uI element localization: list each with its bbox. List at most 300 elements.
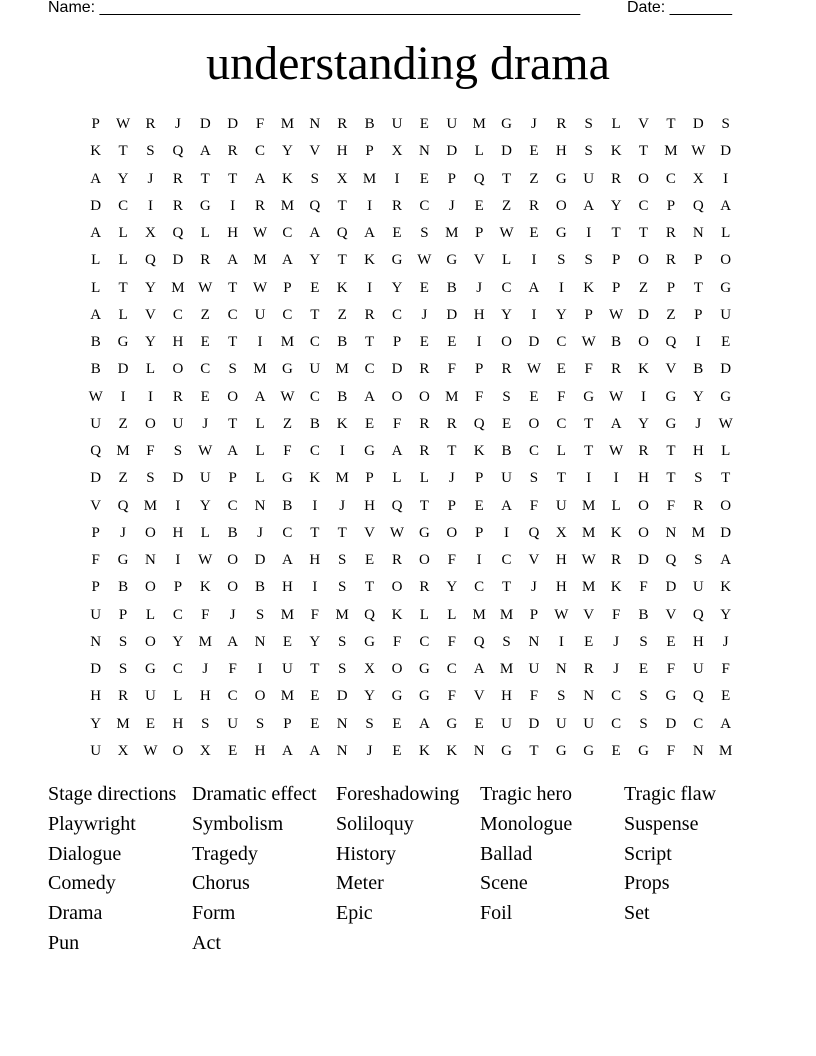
grid-letter: Y <box>309 252 321 269</box>
word-list-item: Pun <box>48 931 80 954</box>
grid-letter: K <box>720 579 732 596</box>
grid-letter: I <box>641 388 646 405</box>
grid-letter: J <box>448 470 455 487</box>
grid-letter: L <box>611 497 621 514</box>
grid-letter: I <box>723 170 729 187</box>
grid-letter: Q <box>309 197 321 214</box>
grid-letter: G <box>282 470 293 487</box>
grid-letter: E <box>282 633 293 650</box>
grid-letter: L <box>118 306 128 323</box>
grid-letter: E <box>721 688 731 705</box>
grid-letter: S <box>557 688 566 705</box>
grid-letter: P <box>228 470 237 487</box>
grid-letter: X <box>391 143 403 160</box>
grid-letter: B <box>501 443 512 460</box>
grid-letter: G <box>555 170 567 187</box>
grid-letter: J <box>613 633 620 650</box>
word-list-item: Stage directions <box>48 783 177 805</box>
grid-letter: S <box>173 443 183 460</box>
grid-letter: Q <box>172 225 184 242</box>
grid-letter: J <box>174 116 181 133</box>
grid-letter: A <box>199 143 211 160</box>
grid-letter: E <box>529 388 539 405</box>
grid-letter: U <box>583 715 595 732</box>
grid-letter: O <box>446 524 458 541</box>
grid-letter: H <box>309 552 321 569</box>
grid-letter: E <box>419 116 429 133</box>
grid-letter: C <box>118 197 129 214</box>
grid-letter: A <box>227 252 239 269</box>
grid-letter: R <box>611 170 622 187</box>
grid-letter: A <box>282 252 293 269</box>
grid-letter: S <box>338 633 347 650</box>
grid-letter: C <box>227 497 238 514</box>
grid-letter: Q <box>364 606 376 623</box>
grid-letter: C <box>501 552 512 569</box>
grid-letter: I <box>147 197 153 214</box>
grid-letter: U <box>172 415 184 432</box>
grid-letter: D <box>446 143 458 160</box>
grid-letter: T <box>310 306 320 323</box>
grid-row <box>82 275 740 302</box>
grid-letter: E <box>721 334 731 351</box>
grid-letter: Y <box>145 334 156 351</box>
grid-letter: O <box>720 497 732 514</box>
grid-letter: U <box>391 116 403 133</box>
grid-letter: W <box>252 225 268 242</box>
grid-letter: K <box>418 742 430 759</box>
grid-letter: T <box>228 415 238 432</box>
word-list-item: Act <box>192 931 221 954</box>
grid-letter: S <box>557 252 566 269</box>
grid-letter: T <box>419 497 429 514</box>
grid-letter: O <box>638 170 649 187</box>
grid-letter: W <box>609 306 624 323</box>
grid-letter: Q <box>692 688 704 705</box>
grid-letter: M <box>499 606 514 623</box>
grid-row <box>82 220 740 247</box>
grid-letter: D <box>501 143 512 160</box>
grid-letter: D <box>638 306 649 323</box>
grid-letter: S <box>502 388 511 405</box>
grid-letter: U <box>227 715 239 732</box>
grid-letter: C <box>172 606 183 623</box>
grid-letter: O <box>555 197 567 214</box>
grid-letter: A <box>90 306 102 323</box>
grid-letter: H <box>501 688 512 705</box>
grid-letter: Y <box>638 415 649 432</box>
grid-letter: E <box>419 170 429 187</box>
grid-letter: S <box>338 661 347 678</box>
grid-letter: C <box>419 633 430 650</box>
grid-letter: M <box>280 197 295 214</box>
grid-letter: L <box>173 688 183 705</box>
grid-letter: P <box>474 361 484 378</box>
grid-letter: A <box>720 197 732 214</box>
grid-letter: F <box>255 116 265 133</box>
grid-letter: S <box>255 606 265 623</box>
grid-letter: O <box>227 579 239 596</box>
grid-letter: O <box>638 334 649 351</box>
grid-row <box>82 356 740 383</box>
grid-letter: I <box>613 470 619 487</box>
grid-letter: Z <box>638 279 649 296</box>
grid-row <box>82 602 740 629</box>
grid-letter: C <box>309 443 320 460</box>
grid-letter: C <box>528 443 539 460</box>
grid-letter: X <box>336 170 348 187</box>
grid-letter: F <box>201 606 210 623</box>
grid-letter: R <box>419 579 430 596</box>
grid-letter: D <box>199 116 211 133</box>
grid-letter: K <box>446 742 458 759</box>
grid-letter: T <box>337 524 347 541</box>
grid-letter: L <box>501 252 512 269</box>
grid-letter: A <box>282 742 293 759</box>
grid-letter: I <box>476 334 482 351</box>
grid-letter: P <box>474 470 484 487</box>
word-list-item: Foreshadowing <box>336 783 460 805</box>
grid-letter: J <box>202 415 209 432</box>
grid-letter: H <box>254 742 266 759</box>
grid-letter: K <box>610 143 622 160</box>
grid-letter: N <box>336 742 348 759</box>
letter-grid <box>82 111 740 765</box>
grid-letter: V <box>473 252 485 269</box>
grid-letter: F <box>392 415 402 432</box>
grid-letter: L <box>255 443 265 460</box>
grid-letter: U <box>692 579 704 596</box>
grid-letter: M <box>143 497 158 514</box>
grid-letter: R <box>528 197 539 214</box>
grid-letter: E <box>474 715 484 732</box>
grid-letter: N <box>90 633 102 650</box>
grid-letter: Q <box>117 497 129 514</box>
grid-letter: R <box>227 143 238 160</box>
grid-letter: Y <box>692 388 704 405</box>
grid-letter: P <box>91 116 100 133</box>
grid-letter: F <box>447 688 456 705</box>
word-list-item: Meter <box>336 872 384 895</box>
grid-letter: M <box>445 388 459 405</box>
grid-letter: O <box>145 579 156 596</box>
grid-letter: J <box>366 742 373 759</box>
grid-letter: O <box>528 415 540 432</box>
grid-letter: V <box>90 497 102 514</box>
grid-letter: T <box>584 415 594 432</box>
grid-letter: U <box>501 715 512 732</box>
grid-letter: K <box>391 606 403 623</box>
grid-letter: I <box>147 388 153 405</box>
grid-letter: A <box>610 415 622 432</box>
grid-letter: U <box>90 606 102 623</box>
grid-letter: E <box>501 415 512 432</box>
grid-letter: U <box>528 661 540 678</box>
grid-letter: U <box>720 306 732 323</box>
grid-letter: Y <box>282 143 293 160</box>
grid-letter: C <box>255 143 266 160</box>
grid-letter: W <box>499 225 514 242</box>
grid-letter: F <box>557 388 566 405</box>
grid-letter: R <box>665 252 676 269</box>
grid-row <box>82 629 740 656</box>
word-list-item: Ballad <box>480 842 533 865</box>
grid-letter: F <box>392 633 402 650</box>
word-list-item: Playwright <box>48 812 136 835</box>
grid-letter: D <box>117 361 129 378</box>
grid-letter: E <box>392 225 402 242</box>
grid-letter: Q <box>692 606 704 623</box>
grid-letter: W <box>718 415 733 432</box>
grid-letter: I <box>312 579 318 596</box>
grid-letter: D <box>254 552 266 569</box>
grid-row <box>82 438 740 465</box>
grid-letter: G <box>665 415 677 432</box>
grid-letter: L <box>419 606 429 623</box>
grid-letter: J <box>257 524 263 541</box>
grid-letter: Q <box>473 170 485 187</box>
grid-letter: A <box>501 497 512 514</box>
grid-letter: E <box>365 415 375 432</box>
grid-letter: E <box>474 197 484 214</box>
word-list-item: Tragic flaw <box>624 783 717 805</box>
grid-letter: W <box>581 552 596 569</box>
grid-letter: D <box>528 334 540 351</box>
grid-letter: K <box>638 361 649 378</box>
grid-letter: F <box>529 497 539 514</box>
grid-letter: J <box>695 415 702 432</box>
grid-letter: T <box>638 143 649 160</box>
grid-letter: Z <box>529 170 539 187</box>
grid-letter: E <box>392 742 402 759</box>
grid-letter: S <box>118 661 128 678</box>
grid-letter: D <box>528 715 540 732</box>
grid-letter: W <box>609 443 624 460</box>
grid-letter: X <box>555 524 567 541</box>
grid-letter: N <box>473 742 485 759</box>
grid-letter: C <box>172 306 183 323</box>
grid-letter: U <box>199 470 211 487</box>
date-field: Date: _______ <box>627 0 732 16</box>
grid-letter: E <box>638 661 649 678</box>
grid-letter: C <box>282 225 293 242</box>
grid-letter: G <box>117 552 129 569</box>
grid-letter: E <box>200 334 210 351</box>
grid-letter: T <box>529 742 539 759</box>
grid-letter: R <box>638 443 649 460</box>
grid-letter: C <box>227 688 238 705</box>
grid-letter: W <box>198 279 213 296</box>
grid-letter: G <box>720 279 732 296</box>
grid-letter: E <box>419 279 429 296</box>
grid-letter: S <box>639 715 648 732</box>
grid-row <box>82 411 740 438</box>
grid-letter: U <box>692 661 704 678</box>
grid-letter: G <box>583 388 595 405</box>
grid-letter: T <box>501 170 512 187</box>
grid-letter: O <box>638 252 649 269</box>
grid-letter: K <box>90 143 102 160</box>
grid-letter: D <box>638 552 649 569</box>
grid-letter: Y <box>391 279 403 296</box>
grid-letter: Z <box>501 197 512 214</box>
grid-letter: G <box>282 361 293 378</box>
grid-letter: D <box>172 470 184 487</box>
grid-letter: P <box>611 252 621 269</box>
grid-letter: M <box>280 606 295 623</box>
grid-letter: W <box>280 388 295 405</box>
grid-letter: M <box>582 579 596 596</box>
grid-letter: R <box>172 388 183 405</box>
grid-letter: M <box>445 225 459 242</box>
grid-letter: C <box>172 661 183 678</box>
grid-letter: G <box>364 443 376 460</box>
grid-letter: E <box>365 552 375 569</box>
grid-letter: V <box>583 606 595 623</box>
grid-letter: A <box>364 388 376 405</box>
grid-letter: F <box>91 552 100 569</box>
word-list-item: Soliloquy <box>336 812 414 835</box>
grid-letter: F <box>529 688 539 705</box>
grid-letter: W <box>116 116 131 133</box>
grid-letter: I <box>312 497 318 514</box>
grid-letter: D <box>665 579 677 596</box>
grid-letter: P <box>283 715 292 732</box>
grid-letter: J <box>339 497 346 514</box>
grid-letter: R <box>501 361 512 378</box>
grid-letter: O <box>172 742 184 759</box>
grid-letter: C <box>227 306 238 323</box>
grid-letter: T <box>200 170 210 187</box>
grid-letter: W <box>581 334 596 351</box>
grid-letter: O <box>391 579 403 596</box>
grid-row <box>82 111 740 138</box>
grid-letter: H <box>227 225 239 242</box>
grid-letter: C <box>364 361 375 378</box>
grid-letter: P <box>118 606 128 623</box>
grid-letter: Y <box>145 279 156 296</box>
grid-letter: I <box>394 170 400 187</box>
grid-letter: O <box>720 252 732 269</box>
word-list-item: Tragic hero <box>480 783 573 805</box>
grid-letter: G <box>418 688 430 705</box>
grid-letter: R <box>665 225 676 242</box>
grid-letter: S <box>310 170 319 187</box>
grid-letter: I <box>504 524 510 541</box>
grid-letter: B <box>90 361 101 378</box>
grid-letter: E <box>228 742 238 759</box>
grid-letter: U <box>446 116 458 133</box>
grid-letter: P <box>584 306 593 323</box>
grid-letter: O <box>145 524 156 541</box>
grid-letter: X <box>117 742 129 759</box>
grid-letter: P <box>365 470 374 487</box>
grid-letter: O <box>638 524 649 541</box>
grid-letter: B <box>446 279 457 296</box>
grid-letter: O <box>418 388 430 405</box>
word-list-item: Set <box>624 902 650 925</box>
grid-letter: G <box>145 661 156 678</box>
grid-letter: G <box>555 742 567 759</box>
grid-letter: N <box>309 116 321 133</box>
word-list-item: Props <box>624 872 670 895</box>
grid-letter: B <box>638 606 649 623</box>
word-list-item: Tragedy <box>192 842 258 865</box>
grid-letter: M <box>691 524 705 541</box>
grid-letter: F <box>283 443 292 460</box>
grid-letter: L <box>556 443 566 460</box>
grid-letter: C <box>446 661 457 678</box>
grid-letter: W <box>252 279 268 296</box>
grid-letter: G <box>418 524 430 541</box>
grid-letter: T <box>118 279 128 296</box>
grid-letter: Z <box>118 415 128 432</box>
grid-letter: H <box>473 306 485 323</box>
grid-letter: E <box>666 633 676 650</box>
grid-letter: J <box>722 633 729 650</box>
grid-letter: I <box>257 661 263 678</box>
grid-letter: Y <box>364 688 376 705</box>
grid-letter: I <box>257 334 263 351</box>
grid-letter: L <box>255 415 265 432</box>
grid-letter: A <box>227 443 239 460</box>
grid-row <box>82 329 740 356</box>
grid-letter: I <box>175 552 181 569</box>
grid-letter: M <box>664 143 678 160</box>
grid-letter: T <box>666 116 676 133</box>
grid-letter: G <box>199 197 211 214</box>
grid-letter: H <box>172 715 184 732</box>
grid-letter: E <box>200 388 210 405</box>
grid-letter: E <box>310 715 320 732</box>
grid-letter: G <box>665 688 677 705</box>
grid-letter: F <box>666 661 676 678</box>
grid-letter: L <box>118 252 128 269</box>
grid-letter: V <box>309 143 321 160</box>
grid-letter: U <box>555 715 567 732</box>
grid-letter: A <box>309 225 321 242</box>
grid-letter: N <box>418 143 430 160</box>
grid-letter: S <box>228 361 237 378</box>
grid-letter: F <box>447 361 456 378</box>
grid-letter: U <box>145 688 156 705</box>
grid-letter: T <box>447 443 457 460</box>
grid-letter: Q <box>172 143 184 160</box>
grid-letter: R <box>118 688 129 705</box>
word-list-item: Form <box>192 902 236 925</box>
grid-letter: F <box>447 552 456 569</box>
grid-letter: I <box>531 306 537 323</box>
grid-letter: A <box>583 197 595 214</box>
grid-row <box>82 656 740 683</box>
grid-letter: T <box>310 661 320 678</box>
grid-letter: G <box>638 742 649 759</box>
grid-letter: M <box>499 661 514 678</box>
grid-letter: G <box>501 116 512 133</box>
grid-letter: R <box>419 415 430 432</box>
grid-letter: S <box>146 143 155 160</box>
grid-letter: Y <box>720 606 732 623</box>
grid-letter: D <box>692 116 704 133</box>
grid-letter: V <box>665 606 677 623</box>
grid-letter: D <box>172 252 184 269</box>
grid-letter: T <box>611 225 621 242</box>
grid-letter: F <box>611 606 621 623</box>
grid-letter: Y <box>309 633 321 650</box>
grid-letter: E <box>419 334 429 351</box>
grid-letter: I <box>695 334 701 351</box>
grid-letter: V <box>665 361 677 378</box>
